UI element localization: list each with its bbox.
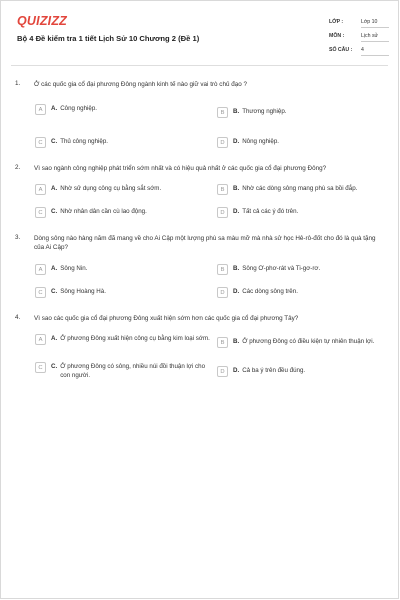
option-letter-box: B xyxy=(217,264,228,275)
option-letter: D. xyxy=(233,367,240,374)
option-d[interactable] xyxy=(217,288,389,298)
option-text: Sông Nin. xyxy=(60,265,88,272)
option-letter: C. xyxy=(51,208,58,215)
option-text: Công nghiệp. xyxy=(60,105,97,112)
option-b[interactable] xyxy=(217,338,393,348)
option-c[interactable] xyxy=(35,288,200,298)
option-letter: D. xyxy=(233,288,240,295)
subject-label: MÔN : xyxy=(329,33,345,39)
subject-value: Lịch sử xyxy=(361,33,389,42)
option-text: Thủ công nghiệp. xyxy=(60,138,109,145)
option-text: Nông nghiệp. xyxy=(242,138,279,145)
option-c[interactable] xyxy=(35,138,200,148)
option-b[interactable] xyxy=(217,265,389,275)
option-letter: A. xyxy=(51,105,58,112)
option-letter-box: A xyxy=(35,104,46,115)
option-letter-box: A xyxy=(35,264,46,275)
option-a[interactable] xyxy=(35,105,200,115)
option-letter: C. xyxy=(51,138,58,145)
option-text: Ở phương Đông có sông, nhiều núi đồi thuận lợi cho con người. xyxy=(60,363,206,379)
option-text: Thương nghiệp. xyxy=(242,108,287,115)
class-value: Lớp 10 xyxy=(361,19,389,28)
question-count-label: SỐ CÂU : xyxy=(329,47,353,53)
question-count-value: 4 xyxy=(361,47,389,56)
option-letter-box: D xyxy=(217,207,228,218)
option-letter: D. xyxy=(233,138,240,145)
option-a[interactable] xyxy=(35,185,205,195)
option-letter-box: D xyxy=(217,366,228,377)
option-b[interactable] xyxy=(217,108,389,118)
option-text: Sông Hoàng Hà. xyxy=(60,288,106,295)
option-letter: C. xyxy=(51,288,58,295)
question-number: 2. xyxy=(15,164,21,171)
question-text: Vì sao ngành công nghiệp phát triển sớm nhất và có hiệu quả nhất ở các quốc gia cổ đại phương Đông? xyxy=(34,165,327,172)
class-label: LỚP : xyxy=(329,19,344,25)
question-text: Vì sao các quốc gia cổ đại phương Đông xuất hiện sớm hơn các quốc gia cổ đại phương Tây? xyxy=(34,315,299,322)
option-text: Nhờ nhân dân cần cù lao động. xyxy=(60,208,147,215)
question-text: Ở các quốc gia cổ đại phương Đông ngành kinh tế nào giữ vai trò chủ đạo ? xyxy=(34,81,247,88)
option-c[interactable] xyxy=(35,208,205,218)
option-letter-box: B xyxy=(217,337,228,348)
question-number: 3. xyxy=(15,234,21,241)
option-letter: C. xyxy=(51,363,58,370)
question-number: 1. xyxy=(15,80,21,87)
question-text: Dòng sông nào hàng năm đã mang về cho Ai Cập một lượng phù sa màu mỡ mà nhà sử học Hê-rô-đốt cho đó là quà tặng của Ai Cập? xyxy=(34,235,376,251)
option-b[interactable] xyxy=(217,185,393,195)
worksheet-title: Bộ 4 Đề kiểm tra 1 tiết Lịch Sử 10 Chương 2 (Đề 1) xyxy=(17,34,200,43)
option-letter-box: D xyxy=(217,137,228,148)
option-d[interactable] xyxy=(217,138,389,148)
option-letter: D. xyxy=(233,208,240,215)
option-letter-box: B xyxy=(217,107,228,118)
option-letter-box: A xyxy=(35,184,46,195)
option-text: Nhờ các dòng sông mang phù sa bồi đắp. xyxy=(242,185,358,192)
option-letter: B. xyxy=(233,108,240,115)
option-c[interactable] xyxy=(35,363,211,380)
option-letter: A. xyxy=(51,335,58,342)
option-letter: B. xyxy=(233,338,240,345)
option-letter-box: C xyxy=(35,287,46,298)
option-text: Các dòng sông trên. xyxy=(242,288,298,295)
option-d[interactable] xyxy=(217,208,389,218)
option-letter-box: D xyxy=(217,287,228,298)
option-a[interactable] xyxy=(35,335,211,345)
option-text: Ở phương Đông có điều kiện tự nhiên thuận lợi. xyxy=(242,338,375,345)
option-text: Ở phương Đông xuất hiện công cụ bằng kim loại sớm. xyxy=(60,335,210,342)
option-letter-box: C xyxy=(35,207,46,218)
option-letter-box: C xyxy=(35,362,46,373)
option-letter-box: A xyxy=(35,334,46,345)
option-letter-box: C xyxy=(35,137,46,148)
option-text: Tất cả các ý đó trên. xyxy=(242,208,299,215)
option-letter: A. xyxy=(51,265,58,272)
option-d[interactable] xyxy=(217,367,389,377)
option-letter-box: B xyxy=(217,184,228,195)
quizizz-logo: QUIZIZZ xyxy=(17,14,68,28)
option-text: Nhờ sử dụng công cụ bằng sắt sớm. xyxy=(60,185,162,192)
option-letter: A. xyxy=(51,185,58,192)
question-number: 4. xyxy=(15,314,21,321)
header-divider xyxy=(11,65,388,66)
option-text: Cả ba ý trên đều đúng. xyxy=(242,367,306,374)
option-letter: B. xyxy=(233,265,240,272)
option-text: Sông Ơ-phơ-rát và Ti-gơ-rơ. xyxy=(242,265,321,272)
option-letter: B. xyxy=(233,185,240,192)
option-a[interactable] xyxy=(35,265,200,275)
